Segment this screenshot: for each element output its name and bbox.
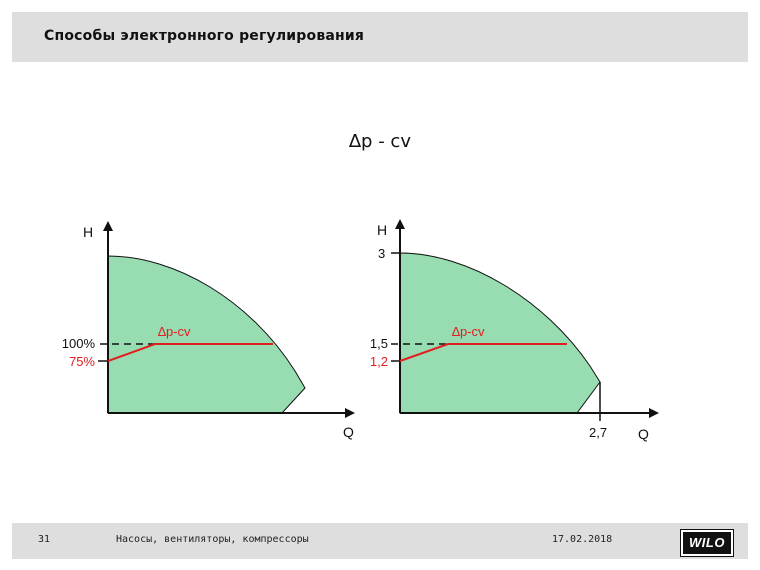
wilo-logo [681, 530, 733, 556]
left-diagram [62, 224, 354, 440]
diagram-subtitle: ∆p - cv [349, 131, 411, 152]
left-mode-label: ∆p-cv [158, 324, 191, 339]
left-level-low-label: 75% [68, 354, 95, 369]
left-x-axis-label: Q [343, 424, 354, 440]
footer-bar [12, 523, 748, 559]
footer-date: 17.02.2018 [552, 534, 613, 545]
footer-caption: Насосы, вентиляторы, компрессоры [116, 534, 309, 545]
slide-number: 31 [38, 534, 51, 545]
logo-text: WILO [689, 535, 725, 550]
right-x-max-label: 2,7 [589, 425, 608, 440]
right-diagram [370, 222, 654, 442]
right-level-low-label: 1,2 [369, 354, 388, 369]
right-x-axis-label: Q [638, 426, 649, 442]
left-level-high-label: 100% [61, 336, 95, 351]
right-y-max-label: 3 [378, 246, 386, 261]
right-mode-label: ∆p-cv [452, 324, 485, 339]
left-operating-area [108, 256, 305, 413]
right-operating-area [400, 253, 600, 413]
right-level-high-label: 1,5 [369, 336, 388, 351]
left-y-axis-label: H [83, 224, 94, 240]
page-title: Способы электронного регулирования [44, 28, 365, 44]
right-y-axis-label: H [377, 222, 388, 238]
